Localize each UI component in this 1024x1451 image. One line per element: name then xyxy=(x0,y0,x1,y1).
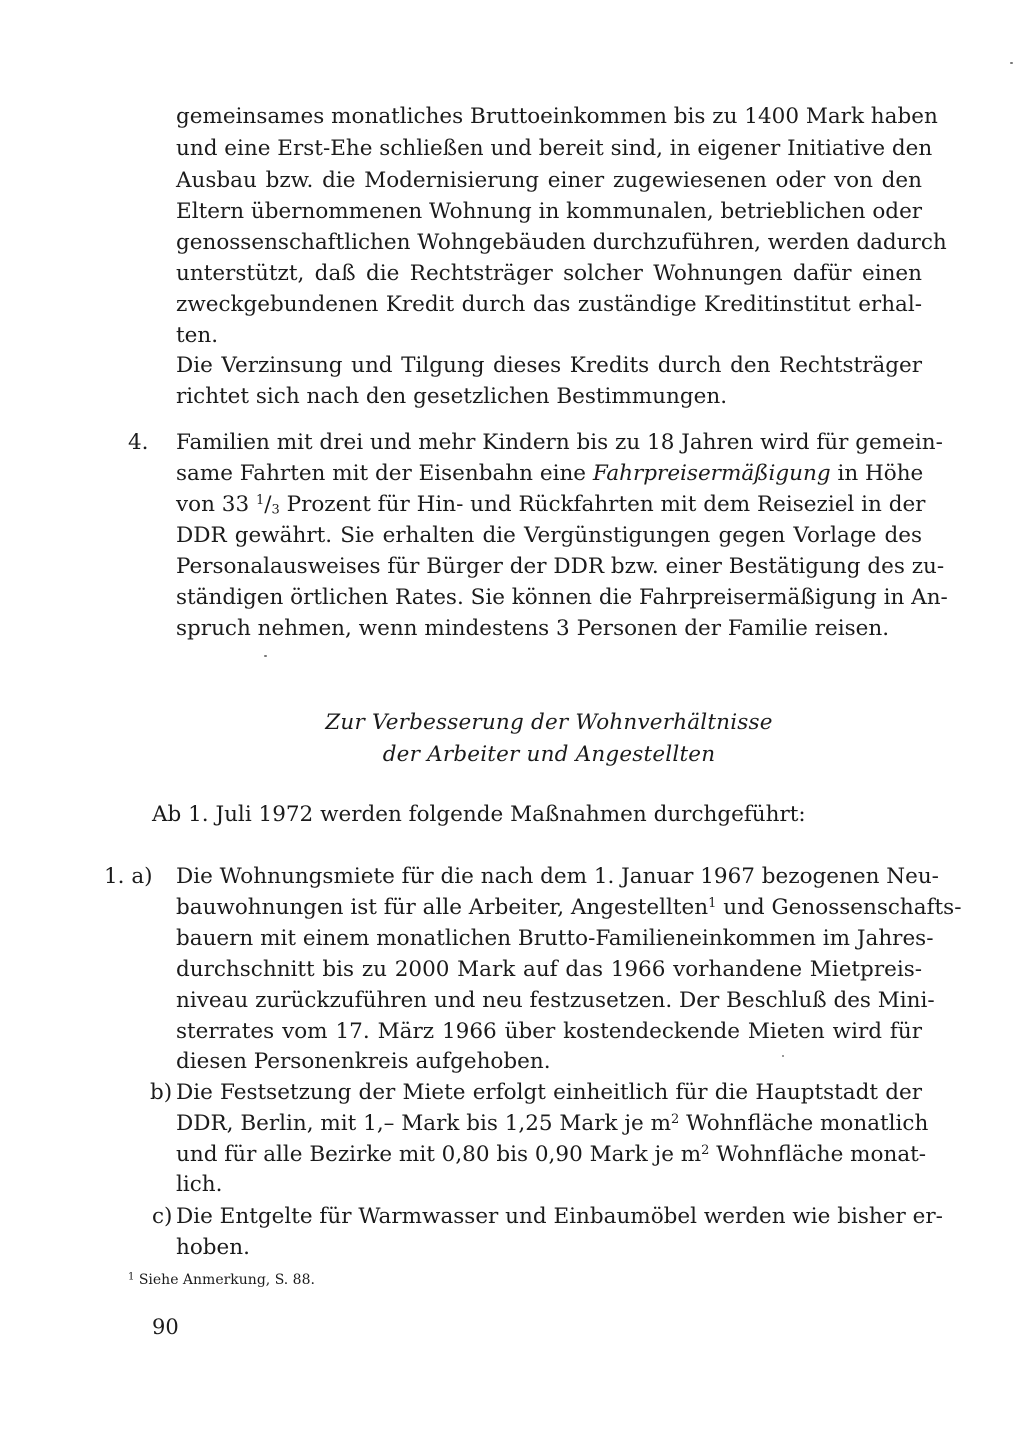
fraction xyxy=(256,492,280,517)
fraction-denominator: 3 xyxy=(271,502,280,518)
text-line xyxy=(176,490,926,520)
text-line: Eltern übernommenen Wohnung in kommunalen, betrieblichen oder xyxy=(176,199,923,224)
text-line: DDR gewährt. Sie erhalten die Vergünstigungen gegen Vorlage des xyxy=(176,523,922,548)
scan-speck xyxy=(782,1055,784,1057)
text-line: bauern mit einem monatlichen Brutto-Familieneinkommen im Jahres- xyxy=(176,926,934,951)
text-line: Die Festsetzung der Miete erfolgt einheitlich für die Hauptstadt der xyxy=(176,1080,922,1105)
intro-sentence: Ab 1. Juli 1972 werden folgende Maßnahmen durchgeführt: xyxy=(152,802,806,827)
footnote-mark: 1 xyxy=(128,1271,135,1283)
text-line: zweckgebundenen Kredit durch das zuständige Kreditinstitut erhal- xyxy=(176,292,922,317)
text-line xyxy=(176,1109,929,1139)
text-line: gemeinsames monatliches Bruttoeinkommen bis zu 1400 Mark haben xyxy=(176,104,938,129)
text-line: richtet sich nach den gesetzlichen Bestimmungen. xyxy=(176,384,728,409)
list-marker: b) xyxy=(150,1080,173,1105)
text-line: niveau zurückzuführen und neu festzusetzen. Der Beschluß des Mini- xyxy=(176,988,935,1013)
text-segment: und Genossenschafts- xyxy=(716,895,962,920)
text-segment: Wohnfläche monatlich xyxy=(679,1111,929,1136)
footnote xyxy=(128,1270,315,1290)
text-segment: und für alle Bezirke mit 0,80 bis 0,90 Mark je m xyxy=(176,1142,702,1167)
text-line: Die Verzinsung und Tilgung dieses Kredits durch den Rechtsträger xyxy=(176,353,922,378)
text-segment: in Höhe xyxy=(830,461,924,486)
text-line xyxy=(176,459,922,489)
text-line: Personalausweises für Bürger der DDR bzw. einer Bestätigung des zu- xyxy=(176,554,945,579)
list-marker: 1. a) xyxy=(104,864,153,889)
text-line: lich. xyxy=(176,1172,223,1197)
fraction-numerator: 1 xyxy=(255,492,265,508)
text-line: und eine Erst-Ehe schließen und bereit sind, in eigener Initiative den xyxy=(176,136,933,161)
text-line: Die Entgelte für Warmwasser und Einbaumöbel werden wie bisher er- xyxy=(176,1204,943,1229)
text-segment: Prozent für Hin- und Rückfahrten mit dem Reiseziel in der xyxy=(279,492,926,517)
text-segment: same Fahrten mit der Eisenbahn eine xyxy=(176,461,593,486)
text-line: genossenschaftlichen Wohngebäuden durchzuführen, werden dadurch xyxy=(176,230,947,255)
text-line: Ausbau bzw. die Modernisierung einer zugewiesenen oder von den xyxy=(176,168,922,193)
fraction-separator: / xyxy=(264,492,272,517)
text-segment: bauwohnungen ist für alle Arbeiter, Angestellten xyxy=(176,895,709,920)
scan-speck xyxy=(264,655,267,657)
text-segment: DDR, Berlin, mit 1,– Mark bis 1,25 Mark je m xyxy=(176,1111,672,1136)
text-line xyxy=(176,893,962,923)
text-line: Familien mit drei und mehr Kindern bis zu 18 Jahren wird für gemein- xyxy=(176,430,943,455)
text-line xyxy=(176,1140,927,1170)
superscript: 2 xyxy=(671,1111,680,1127)
text-line: durchschnitt bis zu 2000 Mark auf das 1966 vorhandene Mietpreis- xyxy=(176,957,922,982)
text-line: hoben. xyxy=(176,1235,250,1260)
list-marker: c) xyxy=(152,1204,173,1229)
footnote-reference: 1 xyxy=(708,895,717,911)
text-segment: von 33 xyxy=(176,492,256,517)
text-line: unterstützt, daß die Rechtsträger solcher Wohnungen dafür einen xyxy=(176,261,922,286)
scan-speck xyxy=(1010,62,1013,64)
list-marker: 4. xyxy=(128,430,149,455)
text-line: diesen Personenkreis aufgehoben. xyxy=(176,1049,551,1074)
emphasis-term: Fahrpreisermäßigung xyxy=(592,461,831,486)
page-number: 90 xyxy=(152,1315,179,1339)
footnote-text: Siehe Anmerkung, S. 88. xyxy=(134,1272,315,1288)
text-line: sterrates vom 17. März 1966 über kostendeckende Mieten wird für xyxy=(176,1019,922,1044)
text-line: Die Wohnungsmiete für die nach dem 1. Januar 1967 bezogenen Neu- xyxy=(176,864,939,889)
section-heading-line1: Zur Verbesserung der Wohnverhältnisse xyxy=(325,710,773,735)
text-line: ständigen örtlichen Rates. Sie können die Fahrpreisermäßigung in An- xyxy=(176,585,948,610)
text-line: spruch nehmen, wenn mindestens 3 Personen der Familie reisen. xyxy=(176,616,890,641)
text-line: ten. xyxy=(176,323,219,348)
superscript: 2 xyxy=(701,1142,710,1158)
section-heading-line2: der Arbeiter und Angestellten xyxy=(382,742,716,767)
text-segment: Wohnfläche monat- xyxy=(709,1142,927,1167)
